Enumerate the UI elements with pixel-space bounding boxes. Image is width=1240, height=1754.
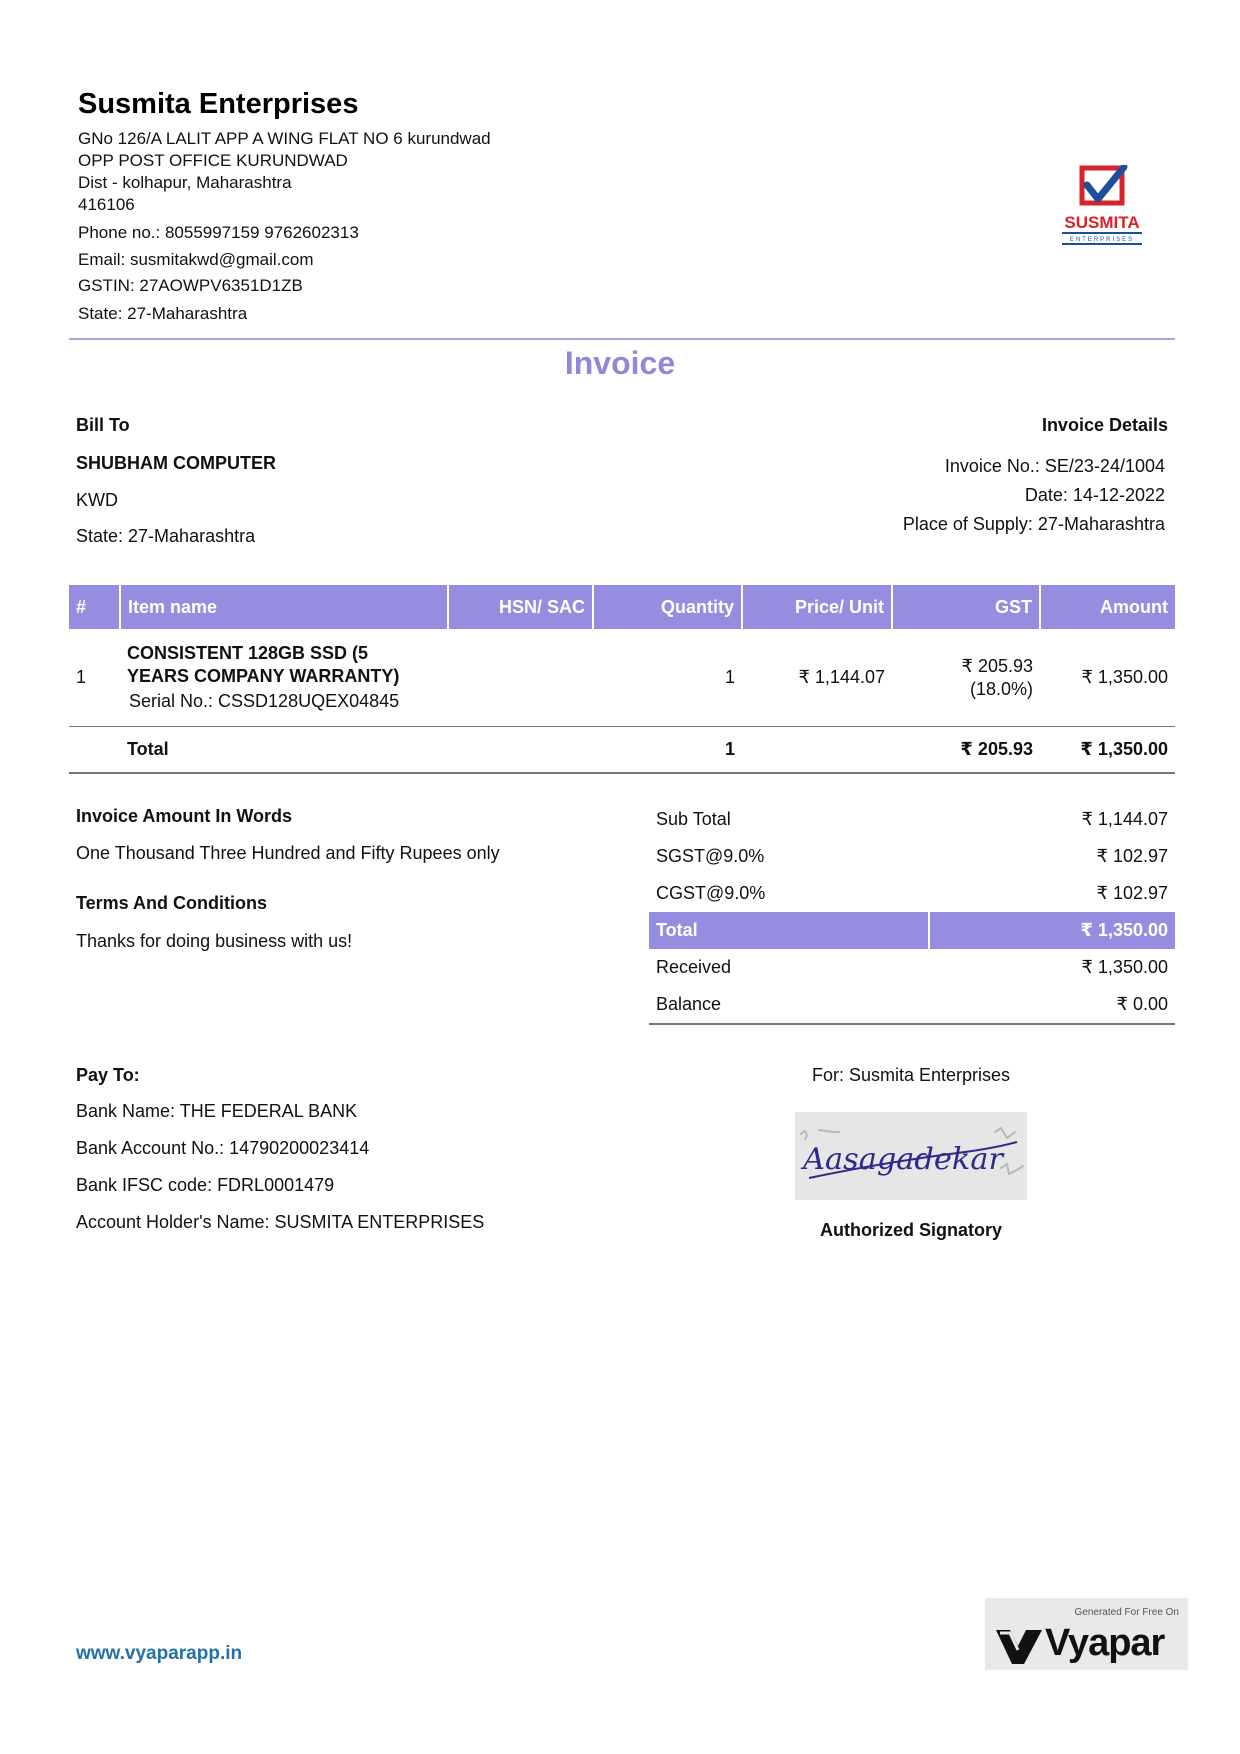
total-gst: ₹ 205.93 bbox=[892, 727, 1040, 774]
vyapar-badge bbox=[985, 1598, 1188, 1670]
vyapar-brand: Vyapar bbox=[1045, 1622, 1165, 1664]
row-gst bbox=[892, 629, 1040, 727]
sgst-label: SGST@9.0% bbox=[656, 846, 765, 866]
row-hsn bbox=[448, 629, 593, 727]
received-label: Received bbox=[656, 957, 732, 977]
table-row bbox=[69, 629, 1175, 727]
bill-to-label: Bill To bbox=[76, 415, 130, 435]
items-table bbox=[69, 585, 1175, 774]
sub-total-label: Sub Total bbox=[656, 809, 731, 829]
col-header-gst: GST bbox=[892, 585, 1040, 629]
row-index: 1 bbox=[69, 629, 120, 727]
invoice-details-label: Invoice Details bbox=[1041, 415, 1168, 435]
amount-words-text: One Thousand Three Hundred and Fifty Rupees only bbox=[76, 843, 500, 863]
company-email: Email: susmitakwd@gmail.com bbox=[78, 250, 314, 269]
bank-ifsc: Bank IFSC code: FDRL0001479 bbox=[76, 1175, 335, 1195]
sgst-value: ₹ 102.97 bbox=[1096, 846, 1168, 866]
logo-text: SUSMITA bbox=[1064, 213, 1140, 232]
company-phone: Phone no.: 8055997159 9762602313 bbox=[78, 223, 359, 242]
amount-words-label: Invoice Amount In Words bbox=[76, 806, 293, 826]
company-address-line: OPP POST OFFICE KURUNDWAD bbox=[78, 151, 348, 170]
company-logo bbox=[1060, 165, 1144, 247]
summary-row bbox=[649, 875, 1175, 912]
total-quantity: 1 bbox=[593, 727, 742, 774]
col-header-hsn: HSN/ SAC bbox=[448, 585, 593, 629]
row-amount: ₹ 1,350.00 bbox=[1040, 629, 1175, 727]
col-header-index: # bbox=[69, 585, 120, 629]
vyapar-logo-icon bbox=[996, 1630, 1042, 1664]
summary-table bbox=[649, 801, 1175, 1025]
signature-image bbox=[795, 1112, 1027, 1200]
logo-checkbox-icon bbox=[1060, 165, 1144, 247]
footer-website-link[interactable]: www.vyaparapp.in bbox=[76, 1643, 243, 1664]
total-label: Total bbox=[120, 727, 448, 774]
company-address-line: GNo 126/A LALIT APP A WING FLAT NO 6 kurundwad bbox=[78, 129, 491, 148]
place-of-supply: Place of Supply: 27-Maharashtra bbox=[902, 514, 1165, 534]
bank-name: Bank Name: THE FEDERAL BANK bbox=[76, 1101, 358, 1121]
signature-icon bbox=[795, 1112, 1027, 1200]
bill-to-line: KWD bbox=[76, 490, 118, 510]
item-name-line: YEARS COMPANY WARRANTY) bbox=[127, 665, 400, 686]
cgst-value: ₹ 102.97 bbox=[1096, 883, 1168, 903]
summary-total-label: Total bbox=[649, 912, 929, 949]
col-header-quantity: Quantity bbox=[593, 585, 742, 629]
generated-label: Generated For Free On bbox=[1074, 1607, 1179, 1618]
for-company-label: For: Susmita Enterprises bbox=[811, 1065, 1011, 1085]
pay-to-label: Pay To: bbox=[76, 1065, 140, 1085]
signature-text: Aasagadekar bbox=[799, 1142, 1005, 1177]
authorized-signatory: Authorized Signatory bbox=[819, 1220, 1002, 1240]
row-item-name bbox=[120, 629, 448, 727]
item-name-line: CONSISTENT 128GB SSD (5 bbox=[127, 642, 369, 663]
company-name: Susmita Enterprises bbox=[78, 88, 359, 120]
header-divider bbox=[69, 338, 1175, 340]
items-table-header bbox=[69, 585, 1175, 629]
table-total-row bbox=[69, 727, 1175, 774]
bill-to-name: SHUBHAM COMPUTER bbox=[76, 453, 276, 473]
account-holder: Account Holder's Name: SUSMITA ENTERPRISES bbox=[76, 1212, 485, 1232]
summary-total-row bbox=[649, 912, 1175, 949]
bill-to-state: State: 27-Maharashtra bbox=[76, 526, 256, 546]
row-gst-amount: ₹ 205.93 bbox=[961, 655, 1033, 676]
summary-row bbox=[649, 838, 1175, 875]
balance-value: ₹ 0.00 bbox=[929, 986, 1175, 1024]
summary-row bbox=[649, 986, 1175, 1024]
row-quantity: 1 bbox=[593, 629, 742, 727]
bank-account-no: Bank Account No.: 14790200023414 bbox=[76, 1138, 370, 1158]
balance-label: Balance bbox=[649, 986, 929, 1024]
cgst-label: CGST@9.0% bbox=[656, 883, 766, 903]
company-address-line: 416106 bbox=[78, 195, 135, 214]
invoice-date: Date: 14-12-2022 bbox=[1024, 485, 1165, 505]
company-gstin: GSTIN: 27AOWPV6351D1ZB bbox=[78, 276, 303, 295]
summary-row bbox=[649, 801, 1175, 838]
invoice-number: Invoice No.: SE/23-24/1004 bbox=[944, 456, 1165, 476]
item-serial: Serial No.: CSSD128UQEX04845 bbox=[129, 690, 400, 711]
company-address-line: Dist - kolhapur, Maharashtra bbox=[78, 173, 292, 192]
terms-text: Thanks for doing business with us! bbox=[76, 931, 353, 951]
summary-total-value: ₹ 1,350.00 bbox=[929, 912, 1175, 949]
row-price: ₹ 1,144.07 bbox=[742, 629, 892, 727]
col-header-amount: Amount bbox=[1040, 585, 1175, 629]
terms-label: Terms And Conditions bbox=[76, 893, 267, 913]
col-header-item-name: Item name bbox=[120, 585, 448, 629]
page-title: Invoice bbox=[564, 345, 676, 381]
col-header-price: Price/ Unit bbox=[742, 585, 892, 629]
received-value: ₹ 1,350.00 bbox=[1081, 957, 1168, 977]
sub-total-value: ₹ 1,144.07 bbox=[1081, 809, 1168, 829]
total-amount: ₹ 1,350.00 bbox=[1040, 727, 1175, 774]
logo-subtext: ENTERPRISES bbox=[1069, 237, 1135, 243]
row-gst-rate: (18.0%) bbox=[969, 678, 1033, 699]
summary-row bbox=[649, 949, 1175, 986]
company-state: State: 27-Maharashtra bbox=[78, 304, 248, 323]
